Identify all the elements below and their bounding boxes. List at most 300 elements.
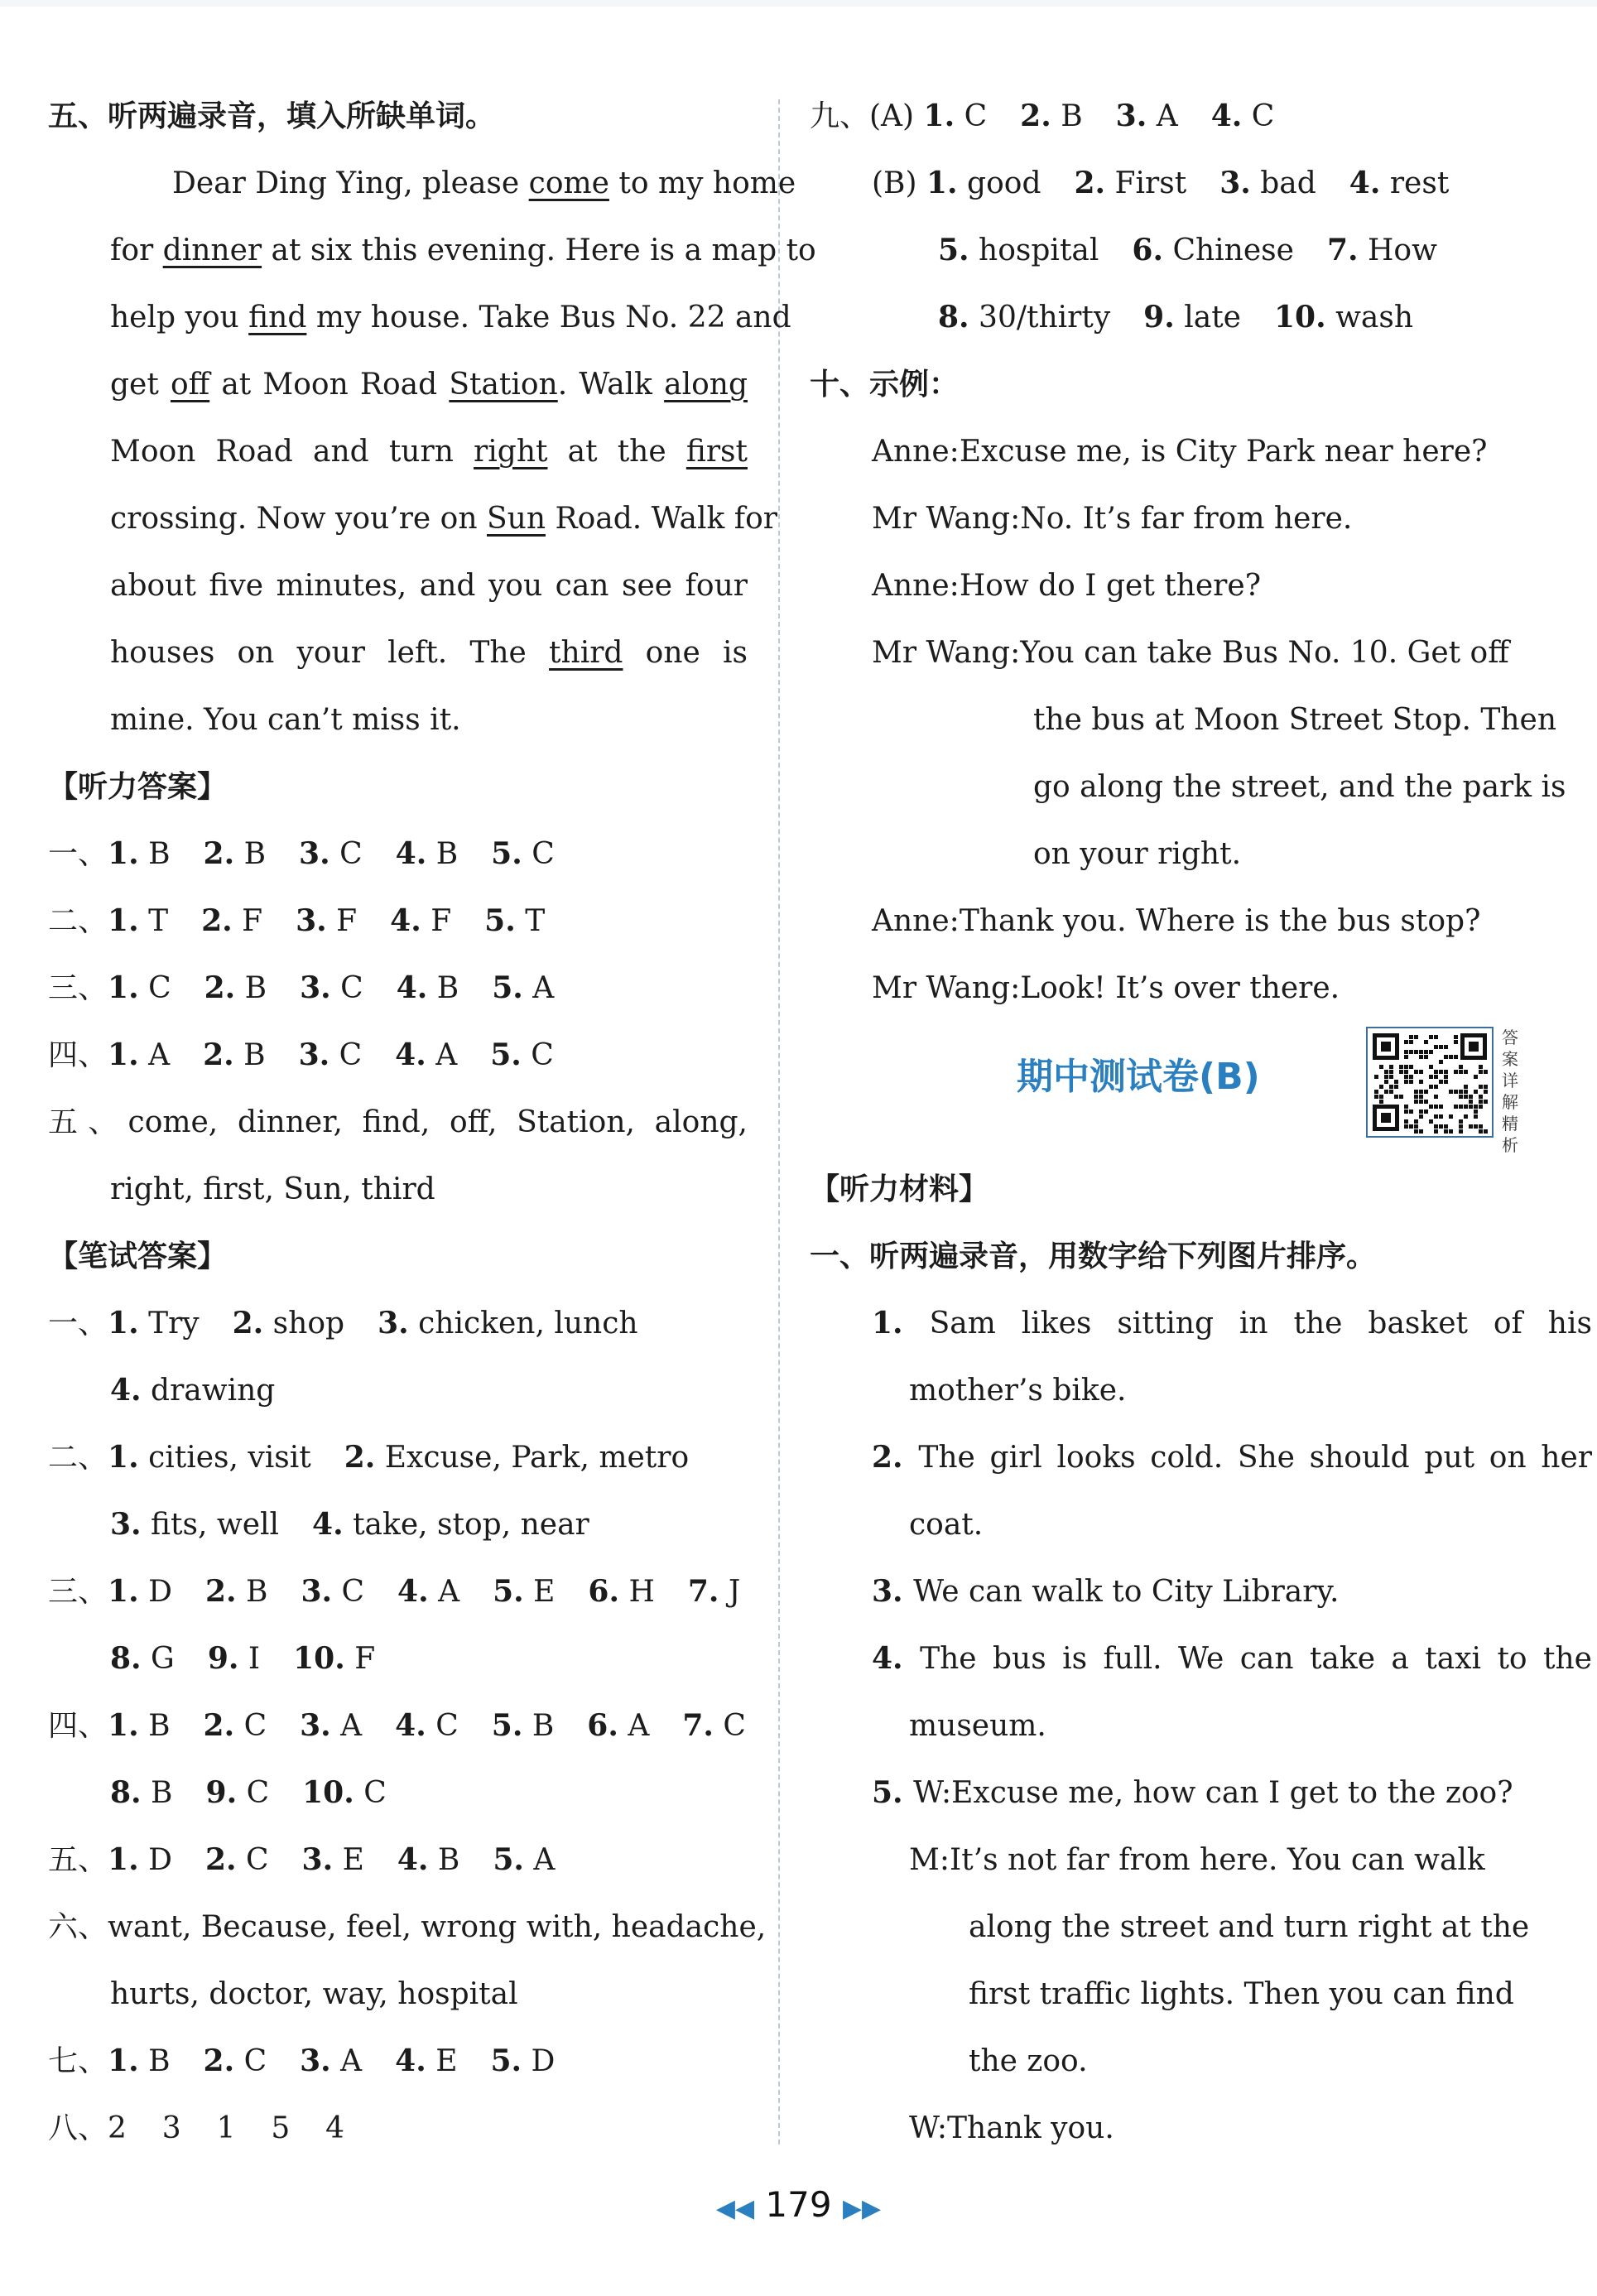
- six-line2: hurts, doctor, way, hospital: [110, 1977, 518, 2011]
- dialogue-line: [810, 552, 1538, 619]
- answer-item: [938, 301, 1110, 335]
- item-number: 4.: [397, 1842, 429, 1877]
- item-answer: B: [532, 1709, 555, 1743]
- item-number: 5.: [492, 970, 523, 1005]
- written-answers-title: 【笔试答案】: [48, 1239, 228, 1273]
- qr-code-icon: [1368, 1028, 1492, 1136]
- answer-row: [48, 955, 748, 1022]
- item-number: 3.: [301, 1574, 333, 1609]
- answer-item: [108, 904, 168, 938]
- answer-item: [397, 1843, 460, 1877]
- item-answer: T: [525, 904, 546, 938]
- item-answer: A: [532, 971, 555, 1005]
- speaker: Mr Wang:: [872, 502, 1021, 536]
- part-label: (B): [872, 166, 926, 200]
- item-number: 3.: [300, 970, 331, 1005]
- answer-item: [938, 233, 1099, 267]
- item-number: 4.: [395, 836, 427, 871]
- passage-line: about five minutes, and you can see four: [110, 569, 748, 603]
- item-number: 2.: [232, 1306, 264, 1341]
- prev-page-icon[interactable]: ◀◀: [715, 2194, 755, 2223]
- item-number: 3.: [299, 836, 330, 871]
- item-number: 3.: [300, 2043, 331, 2078]
- item-answer: B: [436, 971, 459, 1005]
- item-number: 8.: [110, 1775, 142, 1810]
- item-number: 1.: [872, 1306, 930, 1341]
- answer-item: [204, 971, 267, 1005]
- item-text: The bus is full. We can take a taxi to the: [920, 1642, 1592, 1676]
- item-answer: B: [148, 2044, 171, 2078]
- item-answer: E: [342, 1843, 364, 1877]
- item-number: 4.: [396, 970, 428, 1005]
- item-number: 9.: [1143, 300, 1175, 335]
- q1-line: [810, 1558, 1538, 1625]
- item-answer: chicken, lunch: [418, 1307, 638, 1341]
- dialogue-line: [810, 888, 1538, 955]
- item-number: 5.: [872, 1775, 914, 1810]
- dialogue-text: the bus at Moon Street Stop. Then: [1033, 703, 1557, 737]
- answer-row: [48, 1357, 748, 1424]
- item-answer: A: [438, 1575, 460, 1609]
- item-number: 2.: [204, 1842, 237, 1877]
- item-number: 3.: [110, 1507, 142, 1542]
- answer-item: [302, 1776, 387, 1810]
- item-answer: B: [1061, 99, 1083, 133]
- page-navigation: [0, 2184, 1597, 2225]
- q1-line: [810, 2095, 1538, 2162]
- test-title-row: [810, 1022, 1538, 1156]
- item-answer: hospital: [979, 233, 1099, 267]
- answer-item: [390, 904, 451, 938]
- question-label: 一、: [48, 837, 108, 871]
- item-answer: C: [243, 2044, 267, 2078]
- item-number: 7.: [1326, 233, 1359, 267]
- item-text: mother’s bike.: [909, 1374, 1127, 1408]
- item-text: It’s not far from here. You can walk: [950, 1843, 1485, 1877]
- item-answer: C: [339, 1038, 363, 1072]
- answer-item: [490, 1038, 554, 1072]
- answer-row: [48, 1491, 748, 1558]
- item-number: 3.: [301, 1842, 334, 1877]
- item-answer: B: [435, 837, 459, 871]
- answer-item: [300, 971, 363, 1005]
- dialogue-text: on your right.: [1033, 837, 1242, 871]
- q1-line: [810, 1424, 1592, 1491]
- item-number: 2.: [1074, 166, 1106, 200]
- item-answer: T: [148, 904, 169, 938]
- item-number: 1.: [108, 1037, 139, 1072]
- q1-items: [810, 1290, 1592, 2162]
- answer-item: [395, 1709, 459, 1743]
- item-number: 5.: [491, 1708, 523, 1743]
- answer-item: [108, 2044, 171, 2078]
- item-answer: good: [967, 166, 1041, 200]
- dialogue-text: No. It’s far from here.: [1020, 502, 1353, 536]
- item-answer: C: [341, 1575, 365, 1609]
- dialogue-text: Thank you. Where is the bus stop?: [959, 904, 1481, 938]
- item-number: 1.: [926, 166, 958, 200]
- item-answer: B: [243, 1038, 266, 1072]
- item-number: 4.: [872, 1641, 921, 1676]
- answer-item: [682, 1709, 746, 1743]
- nine-answers: [810, 83, 1538, 351]
- q1-line: [810, 1961, 1538, 2028]
- listening-five-line1: [48, 1089, 748, 1156]
- passage-line: Moon Road and turn right at the first: [110, 435, 748, 469]
- item-number: 1.: [108, 2043, 139, 2078]
- answer-item: [204, 2044, 267, 2078]
- answer-item: [1116, 99, 1178, 133]
- item-number: 1.: [108, 1842, 139, 1877]
- item-number: 4.: [1349, 166, 1381, 200]
- item-answer: B: [245, 1575, 268, 1609]
- answer-item: [300, 2044, 362, 2078]
- answer-item: [299, 1038, 363, 1072]
- eight-answers: [48, 2095, 748, 2162]
- answer-item: [293, 1642, 375, 1676]
- question-label: 四、: [48, 1709, 108, 1743]
- item-number: 2.: [203, 1708, 235, 1743]
- dialogue-line: [810, 753, 1566, 821]
- item-number: 4.: [312, 1507, 344, 1542]
- answer-item: [208, 1642, 260, 1676]
- item-answer: C: [246, 1776, 270, 1810]
- item-text: along the street and turn right at the: [969, 1910, 1530, 1944]
- item-number: 5.: [493, 1842, 524, 1877]
- answer-item: [203, 1038, 266, 1072]
- answer-item: [1219, 166, 1316, 200]
- answer-item: [108, 1307, 200, 1341]
- speaker: Anne:: [872, 569, 960, 603]
- speaker: Mr Wang:: [872, 636, 1021, 670]
- passage-line: crossing. Now you’re on Sun Road. Walk for: [110, 502, 777, 536]
- item-number: 5.: [484, 903, 516, 938]
- right-column: [810, 83, 1592, 2162]
- answer-item: [492, 971, 554, 1005]
- q1-line: [810, 1827, 1538, 1894]
- answer-row: [48, 1558, 748, 1625]
- passage-line: Dear Ding Ying, please come to my home: [172, 166, 796, 200]
- item-number: 7.: [687, 1574, 719, 1609]
- answer-row: [48, 1692, 748, 1759]
- listening-five-line2: right, first, Sun, third: [110, 1172, 435, 1206]
- item-number: 10.: [302, 1775, 354, 1810]
- top-band: [0, 0, 1597, 7]
- answer-text: want, Because, feel, wrong with, headache,: [108, 1910, 767, 1944]
- answer-item: [204, 837, 267, 871]
- item-number: 6.: [1132, 233, 1163, 267]
- item-answer: How: [1368, 233, 1437, 267]
- question-label: 二、: [48, 1441, 108, 1475]
- item-answer: E: [533, 1575, 556, 1609]
- item-answer: B: [437, 1843, 460, 1877]
- speaker: W:: [913, 1776, 952, 1810]
- dialogue-line: [810, 955, 1538, 1022]
- item-answer: D: [531, 2044, 556, 2078]
- item-answer: I: [248, 1642, 261, 1676]
- item-answer: C: [1251, 99, 1275, 133]
- dialogue-text: You can take Bus No. 10. Get off: [1020, 636, 1509, 670]
- item-answer: First: [1114, 166, 1187, 200]
- item-number: 4.: [395, 1037, 426, 1072]
- answer-item: [205, 1843, 269, 1877]
- item-number: 5.: [493, 1574, 524, 1609]
- item-number: 3.: [378, 1306, 409, 1341]
- answer-item: [1020, 99, 1083, 133]
- answer-row: [48, 1424, 748, 1491]
- item-text: coat.: [909, 1508, 984, 1542]
- item-text: We can walk to City Library.: [913, 1575, 1340, 1609]
- filled-word: dinner: [162, 233, 262, 267]
- answer-item: [108, 1843, 172, 1877]
- item-number: 6.: [587, 1708, 618, 1743]
- fill-in-passage: [48, 150, 816, 753]
- answer-item: [587, 1709, 649, 1743]
- answer-item: [108, 1709, 171, 1743]
- sample-dialogue: [810, 418, 1566, 1022]
- qr-caption: 答案详解精析: [1502, 1028, 1518, 1155]
- item-number: 3.: [296, 903, 327, 938]
- item-number: 4.: [390, 903, 421, 938]
- nine-a-row: [810, 83, 1538, 150]
- item-answer: C: [245, 1843, 269, 1877]
- answer-item: [108, 1575, 172, 1609]
- item-number: 2.: [201, 903, 233, 938]
- item-answer: F: [354, 1642, 376, 1676]
- item-number: 3.: [300, 1708, 331, 1743]
- question-label: 八、: [48, 2111, 108, 2145]
- item-number: 5.: [938, 233, 969, 267]
- nine-b-row: [810, 217, 1538, 284]
- answer-row: [48, 821, 748, 888]
- item-number: 8.: [938, 300, 969, 335]
- answer-item: [396, 837, 459, 871]
- question-label: 六、: [48, 1910, 108, 1944]
- question-label: 五、: [48, 1843, 108, 1877]
- question-label: 三、: [48, 1575, 108, 1609]
- item-number: 2.: [203, 1037, 234, 1072]
- item-answer: rest: [1389, 166, 1450, 200]
- answer-item: [110, 1642, 175, 1676]
- speaker: W:: [909, 2111, 948, 2145]
- question-label: 一、: [48, 1307, 108, 1341]
- answer-item: [493, 1575, 555, 1609]
- question-label: 九、: [810, 99, 870, 133]
- item-answer: A: [340, 2044, 363, 2078]
- dialogue-text: Look! It’s over there.: [1020, 971, 1340, 1005]
- answer-item: [296, 904, 357, 938]
- item-number: 10.: [1273, 300, 1326, 335]
- item-answer: F: [431, 904, 452, 938]
- item-number: 1.: [923, 99, 955, 133]
- answer-item: [491, 837, 555, 871]
- answer-item: [688, 1575, 740, 1609]
- answer-item: [926, 166, 1041, 200]
- answer-item: [204, 1709, 267, 1743]
- answer-item: [492, 1709, 555, 1743]
- item-answer: shop: [272, 1307, 345, 1341]
- dialogue-line: [810, 619, 1538, 686]
- answer-item: [344, 1441, 689, 1475]
- item-answer: G: [151, 1642, 175, 1676]
- item-answer: A: [628, 1709, 650, 1743]
- answer-item: [201, 904, 262, 938]
- answer-item: [299, 837, 363, 871]
- answer-item: [1143, 301, 1241, 335]
- answer-item: [1074, 166, 1186, 200]
- answer-item: [493, 1843, 555, 1877]
- q1-line: [810, 1759, 1538, 1827]
- item-text: first traffic lights. Then you can find: [969, 1977, 1514, 2011]
- item-number: 5.: [490, 2043, 522, 2078]
- item-answer: take, stop, near: [353, 1508, 589, 1542]
- answer-row: [48, 1759, 748, 1827]
- item-answer: bad: [1260, 166, 1316, 200]
- item-answer: H: [628, 1575, 655, 1609]
- speaker: Anne:: [872, 904, 960, 938]
- item-number: 7.: [682, 1708, 714, 1743]
- item-answer: E: [435, 2044, 458, 2078]
- item-answer: C: [148, 971, 171, 1005]
- item-answer: B: [148, 837, 171, 871]
- item-answer: C: [964, 99, 988, 133]
- item-number: 2.: [1020, 99, 1051, 133]
- item-answer: A: [340, 1709, 363, 1743]
- question-label: 三、: [48, 971, 108, 1005]
- item-number: 5.: [490, 1037, 522, 1072]
- answer-item: [300, 1709, 362, 1743]
- dialogue-text: go along the street, and the park is: [1033, 770, 1566, 804]
- answer-item: [491, 2044, 556, 2078]
- item-answer: drawing: [151, 1374, 276, 1408]
- filled-word: find: [248, 301, 307, 335]
- item-answer: C: [243, 1709, 267, 1743]
- item-number: 5.: [491, 836, 522, 871]
- left-column: [48, 83, 816, 2162]
- item-number: 3.: [1219, 166, 1251, 200]
- item-text: Excuse me, how can I get to the zoo?: [951, 1776, 1513, 1810]
- dialogue-line: [810, 485, 1538, 552]
- item-answer: B: [244, 971, 267, 1005]
- next-page-icon[interactable]: ▶▶: [842, 2194, 882, 2223]
- item-number: 1.: [108, 1440, 139, 1475]
- answer-item: [395, 1038, 457, 1072]
- answer-item: [206, 1776, 270, 1810]
- answer-row: [48, 1022, 748, 1089]
- q1-line: [810, 1290, 1592, 1357]
- passage-line: for dinner at six this evening. Here is a map to: [110, 233, 816, 267]
- q1-line: [810, 1491, 1538, 1558]
- item-number: 2.: [872, 1440, 919, 1475]
- answer-text: 2 3 1 5 4: [108, 2111, 345, 2145]
- answer-item: [312, 1508, 589, 1542]
- filled-word: come: [528, 166, 609, 200]
- item-number: 2.: [203, 2043, 235, 2078]
- item-number: 2.: [344, 1440, 376, 1475]
- item-answer: A: [533, 1843, 556, 1877]
- dialogue-line: [810, 686, 1557, 753]
- item-number: 6.: [588, 1574, 620, 1609]
- filled-word: first: [685, 435, 748, 469]
- q1-line: [810, 1357, 1538, 1424]
- answer-item: [378, 1307, 638, 1341]
- item-text: The girl looks cold. She should put on her: [918, 1441, 1592, 1475]
- dialogue-line: [810, 821, 1538, 888]
- nine-b-row: [810, 150, 1538, 217]
- qr-code[interactable]: [1366, 1027, 1494, 1138]
- answer-item: [397, 971, 459, 1005]
- question-label: 二、: [48, 904, 108, 938]
- answer-row: [48, 1827, 748, 1894]
- part-label: (A): [869, 99, 924, 133]
- answer-item: [1349, 166, 1450, 200]
- answer-item: [233, 1307, 344, 1341]
- answer-item: [110, 1508, 279, 1542]
- q1-title: 一、听两遍录音，用数字给下列图片排序。: [810, 1239, 1377, 1273]
- item-text: the zoo.: [969, 2044, 1088, 2078]
- item-answer: C: [435, 1709, 459, 1743]
- item-answer: C: [531, 1038, 554, 1072]
- answer-item: [1132, 233, 1294, 267]
- item-number: 4.: [1210, 99, 1243, 133]
- passage-line: houses on your left. The third one is: [110, 636, 748, 670]
- passage-line: mine. You can’t miss it.: [110, 703, 461, 737]
- item-answer: F: [336, 904, 358, 938]
- item-answer: A: [435, 1038, 458, 1072]
- item-number: 2.: [203, 836, 235, 871]
- listening-material-title: 【听力材料】: [810, 1172, 989, 1206]
- filled-word: Station: [449, 368, 558, 402]
- item-number: 4.: [110, 1373, 142, 1408]
- item-answer: C: [723, 1709, 746, 1743]
- item-number: 9.: [207, 1641, 239, 1676]
- item-number: 4.: [397, 1574, 429, 1609]
- answer-item: [484, 904, 545, 938]
- item-answer: wash: [1335, 301, 1413, 335]
- item-number: 1.: [108, 1306, 139, 1341]
- answer-item: [108, 1038, 170, 1072]
- item-answer: C: [363, 1776, 387, 1810]
- item-number: 8.: [110, 1641, 142, 1676]
- filled-word: off: [170, 368, 210, 402]
- section-ten-title: 十、示例：: [810, 368, 960, 402]
- q1-line: [810, 1692, 1538, 1759]
- item-answer: late: [1184, 301, 1241, 335]
- answer-item: [110, 1374, 275, 1408]
- speaker: Mr Wang:: [872, 971, 1021, 1005]
- dialogue-text: Excuse me, is City Park near here?: [959, 435, 1488, 469]
- passage-line: get off at Moon Road Station. Walk along: [110, 368, 748, 402]
- item-text: Sam likes sitting in the basket of his: [929, 1307, 1592, 1341]
- section-five-title: 五、听两遍录音，填入所缺单词。: [48, 99, 496, 133]
- answer-item: [924, 99, 988, 133]
- test-title: 期中测试卷(B): [1017, 1056, 1260, 1098]
- answer-item: [395, 2044, 457, 2078]
- item-answer: Chinese: [1172, 233, 1294, 267]
- nine-b-row: [810, 284, 1538, 351]
- item-number: 4.: [395, 1708, 426, 1743]
- answer-item: [302, 1843, 364, 1877]
- item-answer: F: [242, 904, 263, 938]
- answer-row: [48, 1290, 748, 1357]
- listening-answers-title: 【听力答案】: [48, 770, 228, 804]
- item-number: 1.: [108, 1708, 139, 1743]
- item-answer: D: [148, 1575, 172, 1609]
- item-answer: C: [339, 837, 363, 871]
- answer-item: [397, 1575, 459, 1609]
- six-line1: [48, 1894, 767, 1961]
- item-answer: J: [728, 1575, 741, 1609]
